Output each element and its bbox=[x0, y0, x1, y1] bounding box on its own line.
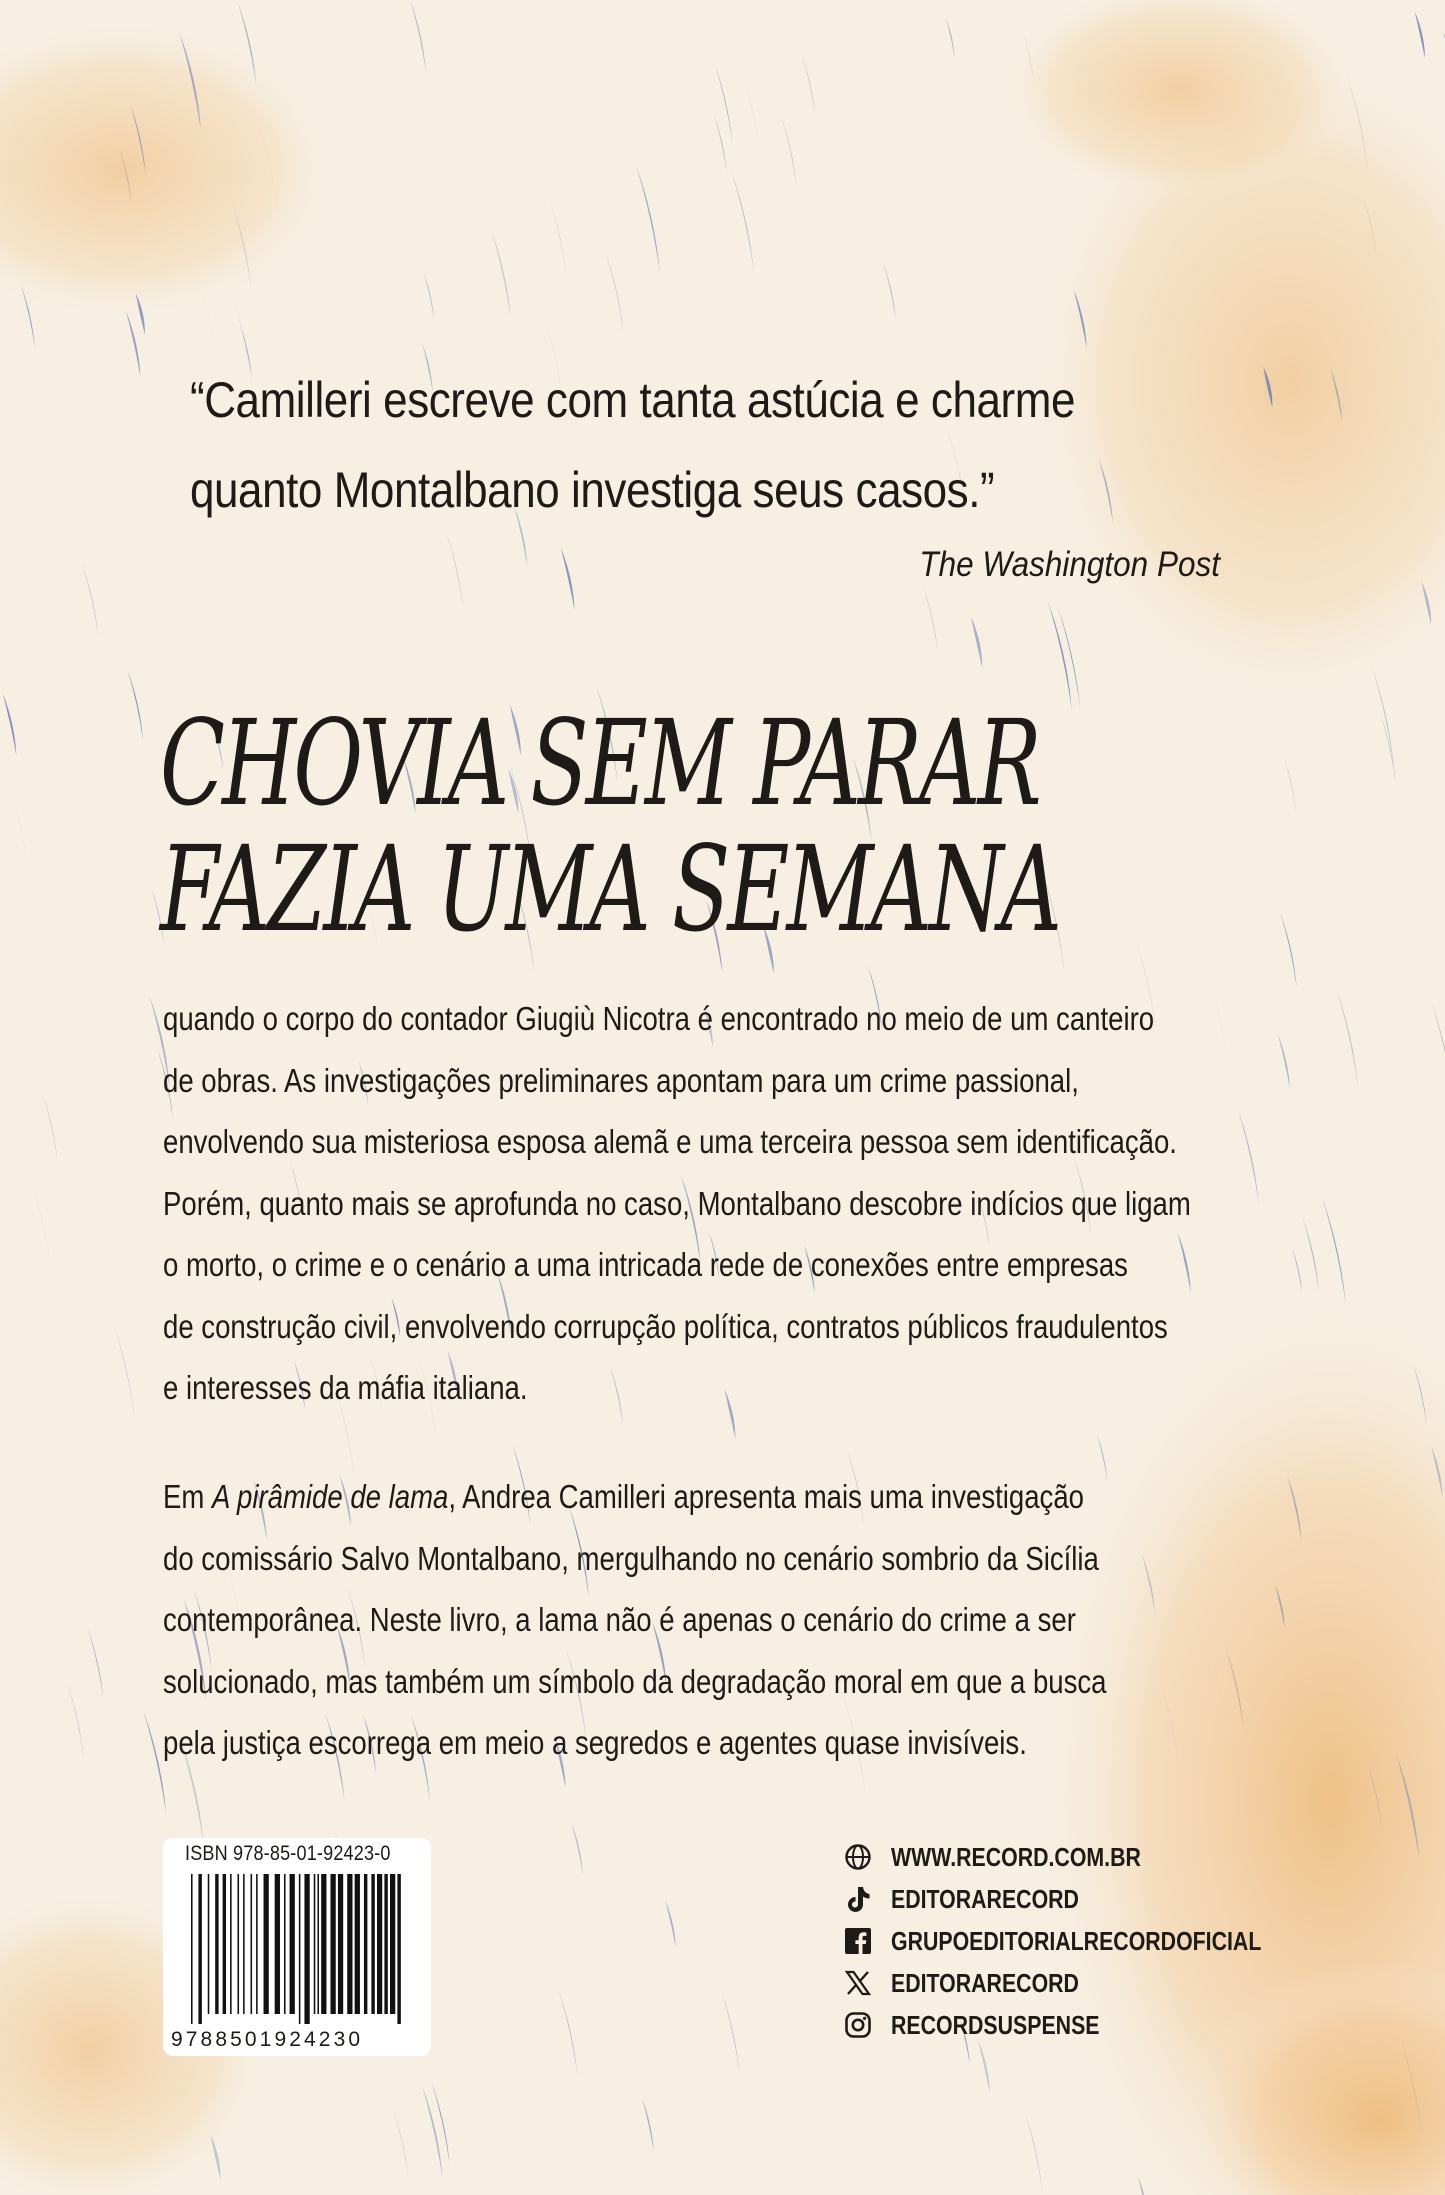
rain-drop bbox=[1284, 756, 1297, 813]
paragraph-line: e interesses da máfia italiana. bbox=[163, 1369, 528, 1406]
social-item-label: RECORDSUSPENSE bbox=[891, 2009, 1100, 2040]
barcode-bar bbox=[208, 1874, 210, 2014]
rain-drop bbox=[491, 230, 510, 318]
barcode-box bbox=[163, 1838, 431, 2056]
rain-drop bbox=[558, 1989, 577, 2077]
rain-drop bbox=[3, 693, 17, 755]
barcode-bar bbox=[317, 1874, 319, 2014]
book-title: A pirâmide de lama bbox=[211, 1478, 449, 1515]
rain-drop bbox=[714, 114, 727, 174]
rain-drop bbox=[42, 1091, 58, 1162]
barcode-bar bbox=[191, 1874, 193, 2024]
rain-drop bbox=[1057, 605, 1080, 710]
rain-drop bbox=[432, 2083, 450, 2165]
rain-drop bbox=[743, 77, 758, 144]
barcode-bar bbox=[304, 1874, 309, 2024]
rain-drop bbox=[10, 790, 28, 871]
barcode-bar bbox=[384, 1874, 387, 2014]
rain-drop bbox=[642, 2098, 654, 2151]
rain-drop bbox=[1024, 2111, 1042, 2194]
rain-drop bbox=[571, 1822, 583, 1874]
barcode-bar bbox=[251, 1874, 253, 2014]
rain-drop bbox=[1431, 1001, 1445, 1102]
paragraph-line: solucionado, mas também um símbolo da degradação moral em que a busca bbox=[163, 1662, 1107, 1700]
barcode-bar bbox=[321, 1874, 326, 2014]
rain-drop bbox=[126, 311, 141, 377]
paragraph-line: de construção civil, envolvendo corrupção política, contratos públicos fraudulentos bbox=[163, 1307, 1168, 1345]
rain-drop bbox=[549, 199, 566, 275]
social-item-label: EDITORARECORD bbox=[891, 1967, 1079, 1998]
paragraph-line: de obras. As investigações preliminares apontam para um crime passional, bbox=[163, 1061, 1079, 1099]
social-item-instagram[interactable] bbox=[843, 2004, 1403, 2046]
social-links bbox=[843, 1836, 1403, 2046]
quote-line-1: “Camilleri escreve com tanta astúcia e charme bbox=[190, 372, 1075, 428]
review-quote bbox=[190, 355, 1140, 535]
rain-drop bbox=[721, 1990, 740, 2077]
quote-line-2: quanto Montalbano investiga seus casos.” bbox=[190, 462, 995, 518]
quote-source: The Washington Post bbox=[919, 545, 1220, 584]
rain-drop bbox=[883, 261, 896, 319]
barcode-bar bbox=[256, 1874, 258, 2014]
rain-drop bbox=[665, 1900, 675, 1947]
barcode-bar bbox=[290, 1874, 295, 2014]
rain-drop bbox=[128, 670, 143, 740]
paragraph-line: do comissário Salvo Montalbano, mergulhando no cenário sombrio da Sicília bbox=[163, 1539, 1099, 1577]
rain-drop bbox=[781, 115, 797, 187]
tiktok-icon bbox=[843, 1884, 873, 1914]
paragraph-line: contemporânea. Neste livro, a lama não é apenas o cenário do crime a ser bbox=[163, 1601, 1076, 1638]
paragraph-line: Porém, quanto mais se aprofunda no caso, Montalbano descobre indícios que ligam bbox=[163, 1184, 1191, 1222]
rain-drop bbox=[1212, 989, 1228, 1060]
rain-drop bbox=[732, 172, 754, 274]
barcode-bar bbox=[390, 1874, 395, 2014]
line-prefix: Em bbox=[163, 1478, 212, 1515]
barcode-bar bbox=[198, 1874, 201, 2024]
paragraph-line: envolvendo sua misteriosa esposa alemã e uma terceira pessoa sem identificação. bbox=[163, 1123, 1177, 1160]
barcode-bar bbox=[330, 1874, 335, 2014]
rain-drop bbox=[1336, 988, 1358, 1088]
instagram-icon bbox=[843, 2010, 873, 2040]
rain-drop bbox=[393, 2108, 409, 2179]
barcode-bar bbox=[397, 1874, 400, 2024]
rain-drop bbox=[801, 53, 815, 116]
barcode-digits: 9788501924230 bbox=[171, 2028, 364, 2051]
rain-drop bbox=[924, 588, 938, 653]
paragraph-line: o morto, o crime e o cenário a uma intricada rede de conexões entre empresas bbox=[163, 1246, 1128, 1283]
isbn-label: ISBN 978-85-01-92423-0 bbox=[185, 1842, 391, 1865]
barcode-bars bbox=[191, 1874, 403, 2024]
barcode-bar bbox=[371, 1874, 374, 2014]
rain-drop bbox=[1278, 1033, 1290, 1090]
rain-drop bbox=[1238, 1109, 1259, 1205]
barcode-bar bbox=[264, 1874, 269, 2014]
rain-drop bbox=[88, 1628, 104, 1700]
social-item-website[interactable] bbox=[843, 1836, 1403, 1878]
barcode-bar bbox=[237, 1874, 239, 2014]
rain-drop bbox=[113, 1324, 135, 1423]
rain-drop bbox=[423, 271, 434, 319]
rain-drop bbox=[82, 564, 98, 639]
rain-drop bbox=[1178, 1232, 1191, 1293]
rain-drop bbox=[446, 533, 463, 610]
headline-line-2: FAZIA UMA SEMANA bbox=[160, 820, 1060, 958]
barcode-bar bbox=[230, 1874, 232, 2014]
social-item-facebook[interactable] bbox=[843, 1920, 1403, 1962]
headline bbox=[160, 694, 1096, 958]
rain-drop bbox=[946, 17, 955, 58]
social-item-label: WWW.RECORD.COM.BR bbox=[891, 1841, 1141, 1872]
rain-drop bbox=[1380, 713, 1396, 784]
barcode-bar bbox=[223, 1874, 226, 2014]
social-item-tiktok[interactable] bbox=[843, 1878, 1403, 1920]
rain-drop bbox=[978, 2040, 990, 2093]
rain-drop bbox=[67, 1683, 83, 1758]
rain-drop bbox=[30, 1179, 52, 1277]
social-item-label: GRUPOEDITORIALRECORDOFICIAL bbox=[891, 1925, 1262, 1956]
x-icon bbox=[843, 1968, 873, 1998]
line-suffix: , Andrea Camilleri apresenta mais uma investigação bbox=[448, 1478, 1084, 1515]
synopsis-paragraph-1 bbox=[163, 988, 1191, 1419]
paragraph-line bbox=[163, 1466, 1165, 1528]
social-item-x[interactable] bbox=[843, 1962, 1403, 2004]
rain-drop bbox=[422, 2086, 442, 2179]
rain-drop bbox=[410, 0, 426, 72]
rain-drop bbox=[1280, 912, 1296, 987]
barcode-bar bbox=[338, 1874, 343, 2014]
barcode-bar bbox=[299, 1874, 301, 2024]
barcode-bar bbox=[364, 1874, 367, 2014]
barcode-bar bbox=[215, 1874, 218, 2014]
barcode-bar bbox=[243, 1874, 245, 2014]
barcode-bar bbox=[347, 1874, 352, 2014]
facebook-icon bbox=[843, 1926, 873, 1956]
rain-drop bbox=[561, 548, 575, 610]
paragraph-line: pela justiça escorrega em meio a segredos e agentes quase invisíveis. bbox=[163, 1724, 1027, 1761]
paragraph-line: quando o corpo do contador Giugiù Nicotra é encontrado no meio de um canteiro bbox=[163, 1000, 1155, 1037]
headline-line-1: CHOVIA SEM PARAR bbox=[160, 694, 1039, 832]
barcode-bar bbox=[355, 1874, 360, 2014]
barcode-bar bbox=[314, 1874, 316, 2014]
synopsis-paragraph-2 bbox=[163, 1466, 1165, 1774]
social-item-label: EDITORARECORD bbox=[891, 1883, 1079, 1914]
rain-drop bbox=[1415, 11, 1425, 58]
globe-icon bbox=[843, 1842, 873, 1872]
rain-drop bbox=[971, 616, 982, 668]
barcode-bar bbox=[275, 1874, 280, 2014]
barcode-bar bbox=[284, 1874, 286, 2014]
rain-drop bbox=[636, 166, 660, 274]
rain-drop bbox=[715, 65, 732, 144]
rain-drop bbox=[606, 252, 624, 333]
rain-drop bbox=[1048, 601, 1072, 710]
barcode-bar bbox=[377, 1874, 382, 2014]
